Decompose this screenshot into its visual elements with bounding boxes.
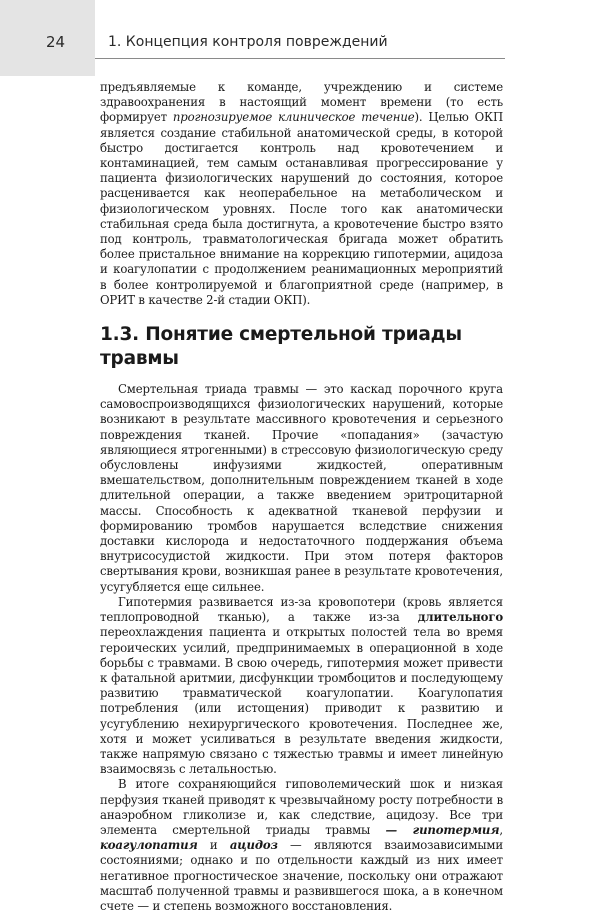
p3-term-coagulopathy: коагулопатия bbox=[100, 838, 198, 853]
section-paragraph-3 bbox=[100, 777, 503, 914]
p2-bold-term: длительного bbox=[417, 610, 503, 625]
intro-text-end: ). Целью ОКП является создание стабильной анатомической среды, в которой быстро достигается контроль над кровотечением и контаминацией, тем самым останавливая прогрессирование у пациента физиологических нарушений до состояния, которое расценивается как неоперабельное на метаболическом и физиологическом уровнях. После того как анатомически стабильная среда была достигнута, а кровотечение быстро взято под контроль, травматологическая бригада может обратить более пристальное внимание на коррекцию гипотермии, ацидоза и коагулопатии с продолжением реанимационных мероприятий в более контролируемой и благоприятной среде (например, в ОРИТ в качестве 2-й стадии ОКП). bbox=[100, 110, 503, 307]
p2-text-end: переохлаждения пациента и открытых полостей тела во время героических усилий, предпринимаемых в операционной в ходе борьбы с травмами. В свою очередь, гипотермия может привести к фатальной аритмии, дисфункции тромбоцитов и последующему развитию травматической коагулопатии. Коагулопатия потребления (или истощения) приводит к развитию и усугублению нехирургического кровотечения. Последнее же, хотя и может усиливаться в результате введения жидкости, также напрямую связано с тяжестью травмы и имеет линейную взаимосвязь с летальностью. bbox=[100, 625, 503, 777]
section-paragraph-1: Смертельная триада травмы — это каскад порочного круга самовоспроизводящихся физиологических нарушений, которые возникают в результате массивного кровотечения и серьезного повреждения тканей. Прочие «попадания» (зачастую являющиеся ятрогенными) в стрессовую физиологическую среду обусловлены инфузиями жидкостей, оперативным вмешательством, дополнительным повреждением тканей в ходе длительной операции, а также введением эритроцитарной массы. Способность к адекватной тканевой перфузии и формированию тромбов нарушается вследствие снижения доставки кислорода и недостаточного поддержания объема внутрисосудистой жидкости. При этом потеря факторов свертывания крови, возникшая ранее в результате кровотечения, усугубляется еще сильнее. bbox=[100, 382, 503, 594]
p3-term-hypothermia: — гипотермия bbox=[385, 822, 500, 837]
header-divider bbox=[95, 58, 505, 59]
page-header bbox=[0, 0, 600, 76]
p3-separator-2: и bbox=[197, 838, 230, 853]
p3-text-start: В итоге сохраняющийся гиповолемический шок и низкая перфузия тканей приводят к чрезвычайному росту потребности в анаэробном гликолизе и, как следствие, ацидозу. Все три элемента смертельной триады травмы bbox=[100, 777, 503, 837]
intro-paragraph bbox=[100, 80, 503, 308]
running-chapter-title: 1. Концепция контроля повреждений bbox=[108, 34, 388, 50]
p3-separator-1: , bbox=[499, 822, 503, 837]
section-heading: 1.3. Понятие смертельной триады травмы bbox=[100, 324, 462, 370]
page-body bbox=[100, 80, 503, 914]
p2-text-start: Гипотермия развивается из-за кровопотери (кровь является теплопроводной тканью), а также из-за bbox=[100, 594, 503, 625]
page-number: 24 bbox=[46, 33, 66, 51]
intro-italic-term: прогнозируемое клиническое течение bbox=[172, 110, 415, 125]
p3-text-end: — являются взаимозависимыми состояниями; однако и по отдельности каждый из них имеет негативное прогностическое значение, поскольку они отражают масштаб полученной травмы и развившегося шока, а в конечном счете — и степень возможного восстановления. bbox=[100, 838, 503, 913]
intro-text-start: предъявляемые к команде, учреждению и системе здравоохранения в настоящий момент времени (то есть формирует bbox=[100, 80, 503, 125]
p3-term-acidosis: ацидоз bbox=[229, 838, 278, 853]
